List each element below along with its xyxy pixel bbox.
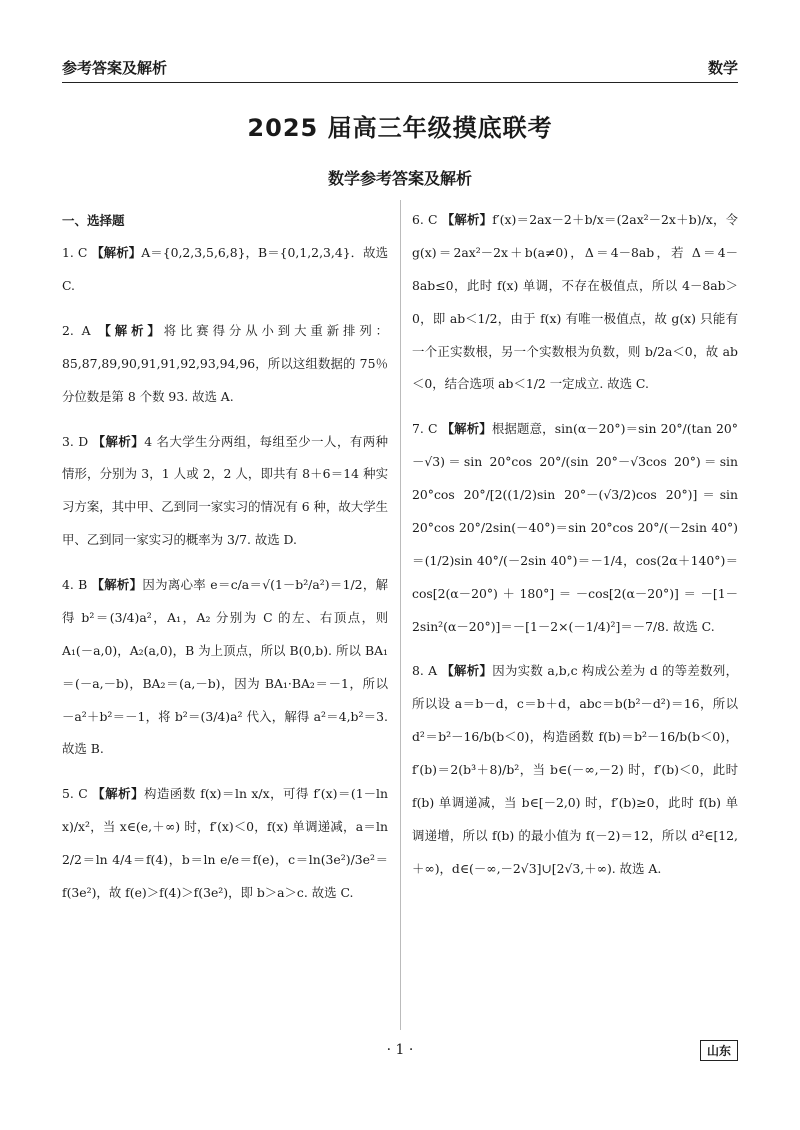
page-title: 2025 届高三年级摸底联考 [247,114,553,142]
answer-item-4: 4. B 【解析】因为离心率 e＝c/a＝√(1－b²/a²)＝1/2，解得 b²＝(3/4)a²，A₁，A₂ 分别为 C 的左、右顶点，则 A₁(－a,0)，A₂(a,0)，B 为上顶点，所以 B(0,b). 所以 BA₁＝(－a,－b)，BA₂＝(a,－b)，因为 BA₁·BA₂＝－1，所以－a²＋b²＝－1，将 b²＝(3/4)a² 代入，解得 a²＝4,b²＝3. 故选 B. [62,577,388,757]
region-badge: 山东 [700,1040,738,1061]
answer-item-6: 6. C 【解析】f′(x)＝2ax－2＋b/x＝(2ax²－2x＋b)/x，令 g(x)＝2ax²－2x＋b(a≠0)，Δ＝4－8ab，若 Δ＝4－8ab≤0，此时 f(x) 单调，不存在极值点，所以 4－8ab＞0，即 ab＜1/2，由于 f(x) 有唯一极值点，故 g(x) 只能有一个正实数根，另一个实数根为负数，则 b/2a＜0，故 ab＜0，结合选项 ab＜1/2 一定成立. 故选 C. [412,212,738,392]
column-divider [400,200,401,1030]
left-column [62,204,388,922]
header-right: 数学 [707,59,738,77]
page-subtitle: 数学参考答案及解析 [327,169,472,188]
answer-item-8: 8. A 【解析】因为实数 a,b,c 构成公差为 d 的等差数列，所以设 a＝b－d，c＝b＋d，abc＝b(b²－d²)＝16，所以 d²＝b²－16/b(b＜0)，构造函数 f(b)＝b²－16/b(b＜0)，f′(b)＝2(b³＋8)/b²，当 b∈(－∞,－2) 时，f′(b)＜0，此时 f(b) 单调递减，当 b∈[－2,0) 时，f′(b)≥0，此时 f(b) 单调递增，所以 f(b) 的最小值为 f(－2)＝12，所以 d²∈[12,＋∞)，d∈(－∞,－2√3]∪[2√3,＋∞). 故选 A. [412,663,738,876]
answer-item-3: 3. D 【解析】4 名大学生分两组，每组至少一人，有两种情形，分别为 3，1 人或 2，2 人，即共有 8＋6＝14 种实习方案，其中甲、乙到同一家实习的情况有 6 种，故大学生甲、乙到同一家实习的概率为 3/7. 故选 D. [62,433,388,548]
answer-item-2: 2. A 【解析】将比赛得分从小到大重新排列：85,87,89,90,91,91,92,93,94,96，所以这组数据的 75％分位数是第 8 个数 93. 故选 A. [62,322,389,404]
answer-item-7: 7. C 【解析】根据题意，sin(α－20°)＝sin 20°/(tan 20°－√3)＝sin 20°cos 20°/(sin 20°－√3cos 20°)＝sin 20°cos 20°/[2((1/2)sin 20°－(√3/2)cos 20°)]＝sin 20°cos 20°/2sin(－40°)＝sin 20°cos 20°/(－2sin 40°)＝(1/2)sin 40°/(－2sin 40°)＝－1/4，cos(2α＋140°)＝cos[2(α－20°)＋180°]＝－cos[2(α－20°)]＝－[1－2sin²(α－20°)]＝－[1－2×(－1/4)²]＝－7/8. 故选 C. [412,421,738,634]
right-column [412,204,738,898]
answer-item-1: 1. C 【解析】A＝{0,2,3,5,6,8}，B＝{0,1,2,3,4}．故选 C. [62,245,388,293]
answer-item-5: 5. C 【解析】构造函数 f(x)＝ln x/x，可得 f′(x)＝(1－ln x)/x²，当 x∈(e,＋∞) 时，f′(x)＜0，f(x) 单调递减，a＝ln 2/2＝ln 4/4＝f(4)，b＝ln e/e＝f(e)，c＝ln(3e²)/3e²＝f(3e²)，故 f(e)＞f(4)＞f(3e²)，即 b＞a＞c. 故选 C. [62,786,388,900]
page-number: · 1 · [386,1042,414,1058]
section-heading: 一、选择题 [62,213,125,228]
page-header [62,52,738,83]
header-left: 参考答案及解析 [62,59,168,77]
